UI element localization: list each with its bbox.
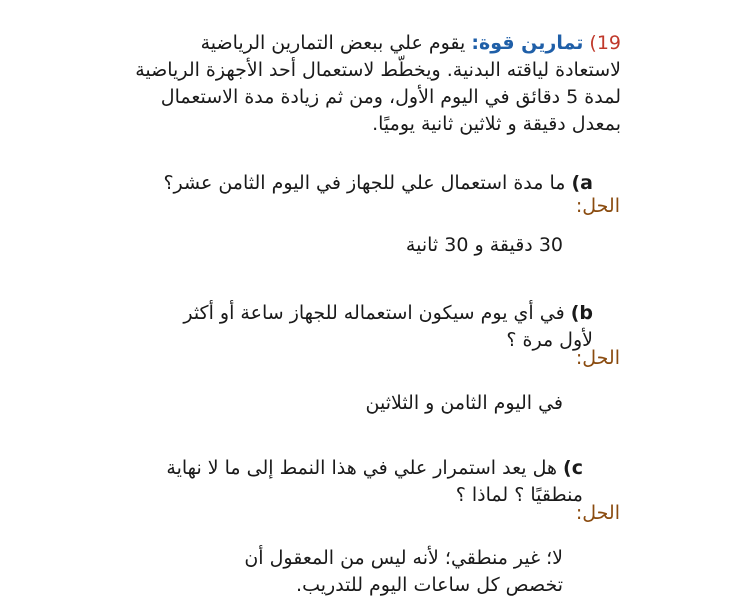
question-letter: b) xyxy=(570,302,593,324)
question-text: في أي يوم سيكون استعماله للجهاز ساعة أو أكثر لأول مرة ؟ xyxy=(183,302,593,351)
answer-a: 30 دقيقة و 30 ثانية xyxy=(405,234,563,256)
question-a xyxy=(73,170,593,197)
question-letter: c) xyxy=(563,457,583,479)
question-c xyxy=(163,455,583,509)
problem-number: 19) xyxy=(589,32,621,54)
answer-c: لا؛ غير منطقي؛ لأنه ليس من المعقول أن تخصص كل ساعات اليوم للتدريب. xyxy=(244,547,563,596)
question-text: هل يعد استمرار علي في هذا النمط إلى ما لا نهاية منطقيًا ؟ لماذا ؟ xyxy=(166,457,583,506)
question-text: ما مدة استعمال علي للجهاز في اليوم الثامن عشر؟ xyxy=(163,172,566,194)
solution-label: الحل: xyxy=(575,502,620,524)
solution-label: الحل: xyxy=(575,347,620,369)
problem-heading: تمارين قوة: xyxy=(471,32,584,54)
solution-label: الحل: xyxy=(575,195,620,217)
problem-intro-text: يقوم علي ببعض التمارين الرياضية لاستعادة لياقته البدنية. ويخطّط لاستعمال أحد الأجهزة الرياضية لمدة 5 دقائق في اليوم الأول، ومن ثم زيادة مدة الاستعمال بمعدل دقيقة و ثلاثين ثانية يوميًا. xyxy=(135,32,621,135)
answer-b: في اليوم الثامن و الثلاثين xyxy=(365,392,563,414)
problem-statement xyxy=(131,30,621,138)
question-b xyxy=(173,300,593,354)
question-letter: a) xyxy=(571,172,593,194)
